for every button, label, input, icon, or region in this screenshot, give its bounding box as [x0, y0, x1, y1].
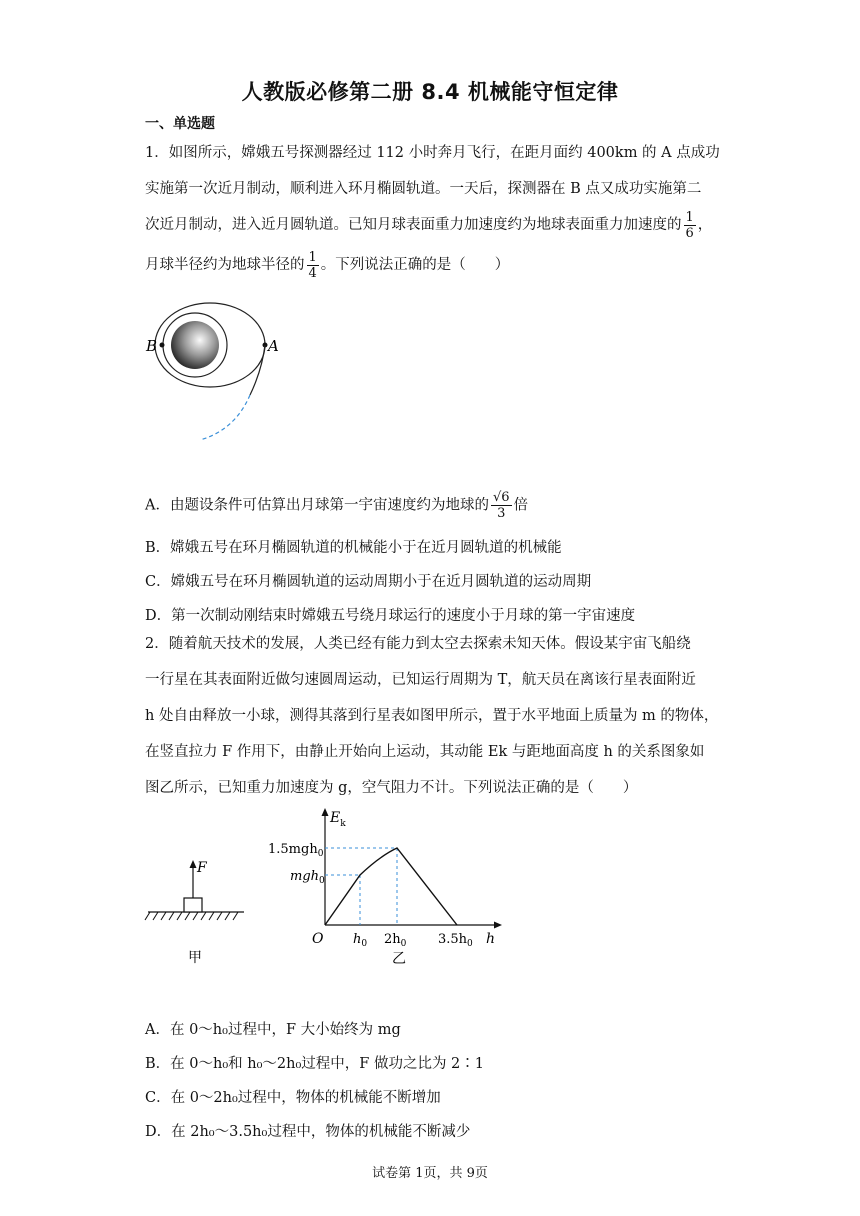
origin-label: O [312, 931, 324, 947]
q1-line-4: 月球半径约为地球半径的 $\frac{1}{4}$ 。下列说法正确的是（ ） [145, 249, 510, 281]
ek-curve [325, 848, 457, 925]
ground-hatch [145, 912, 238, 920]
page-footer: 试卷第 1页，共 9页 [372, 1166, 488, 1181]
fraction-root6-over-3: $\frac{√6}{3}$ [492, 490, 510, 521]
guide-lines [325, 848, 397, 925]
x-tick-h0: $h_0$ [353, 932, 368, 949]
question-1-text [145, 135, 720, 283]
orbit-figure [140, 290, 300, 450]
approach-trajectory-dashed [200, 395, 250, 440]
section-heading: 一、单选题 [145, 116, 215, 132]
fraction-one-quarter: $\frac{1}{4}$ [308, 249, 317, 281]
q2-line-1: 2．随着航天技术的发展，人类已经有能力到太空去探索未知天体。假设某宇宙飞船绕 [145, 636, 691, 652]
y-tick-1-5-mgh0: 1.5mgh$_0$ [268, 842, 324, 859]
q1-option-c: C．嫦娥五号在环月椭圆轨道的运动周期小于在近月圆轨道的运动周期 [145, 574, 592, 590]
q1-option-a: A．由题设条件可估算出月球第一宇宙速度约为地球的 $\frac{√6}{3}$ 倍 [145, 490, 529, 521]
q2-option-a: A．在 0～h₀过程中，F 大小始终为 mg [145, 1022, 401, 1038]
x-axis-label: h [486, 931, 496, 947]
force-label: F [197, 860, 207, 876]
label-jia: 甲 [188, 950, 202, 966]
y-tick-mgh0: mgh$_0$ [290, 869, 325, 886]
q2-line-5: 图乙所示，已知重力加速度为 g，空气阻力不计。下列说法正确的是（ ） [145, 780, 638, 796]
q1-line-1: 1．如图所示，嫦娥五号探测器经过 112 小时奔月飞行，在距月面约 400km 的 A 点成功 [145, 145, 720, 161]
x-tick-2h0: $2h_0$ [384, 932, 407, 949]
q2-option-b: B．在 0～h₀和 h₀～2h₀过程中，F 做功之比为 2∶1 [145, 1056, 485, 1072]
label-a: A [268, 337, 279, 355]
q2-line-2: 一行星在其表面附近做匀速圆周运动，已知运行周期为 T，航天员在离该行星表面附近 [145, 672, 696, 688]
approach-trajectory-solid [250, 345, 265, 395]
figure-yi-ek-graph [260, 800, 510, 970]
x-tick-3-5h0: $3.5h_0$ [438, 932, 473, 949]
label-b: B [146, 337, 158, 355]
question-2-text [145, 626, 720, 806]
q1-line-3: 次近月制动，进入近月圆轨道。已知月球表面重力加速度约为地球表面重力加速度的 $\frac{1}{6}$ ， [145, 209, 713, 241]
point-b-dot [160, 343, 165, 348]
q1-line-2: 实施第一次近月制动，顺利进入环月椭圆轨道。一天后，探测器在 B 点又成功实施第二 [145, 181, 702, 197]
q2-line-3: h 处自由释放一小球，测得其落到行星表如图甲所示，置于水平地面上质量为 m 的物体， [145, 708, 719, 724]
block [184, 898, 202, 912]
figure-jia [140, 850, 250, 970]
page-title: 人教版必修第二册 8.4 机械能守恒定律 [241, 80, 619, 104]
q1-option-b: B．嫦娥五号在环月椭圆轨道的机械能小于在近月圆轨道的机械能 [145, 540, 562, 556]
label-yi: 乙 [392, 951, 406, 967]
q2-line-4: 在竖直拉力 F 作用下，由静止开始向上运动，其动能 Ek 与距地面高度 h 的关系图象如 [145, 744, 705, 760]
q2-option-c: C．在 0～2h₀过程中，物体的机械能不断增加 [145, 1090, 441, 1106]
moon [171, 321, 219, 369]
y-axis-label: $E_k$ [330, 810, 346, 829]
fraction-one-sixth: $\frac{1}{6}$ [685, 209, 694, 241]
q1-option-d: D．第一次制动刚结束时嫦娥五号绕月球运行的速度小于月球的第一宇宙速度 [145, 608, 636, 624]
q2-option-d: D．在 2h₀～3.5h₀过程中，物体的机械能不断减少 [145, 1124, 471, 1140]
